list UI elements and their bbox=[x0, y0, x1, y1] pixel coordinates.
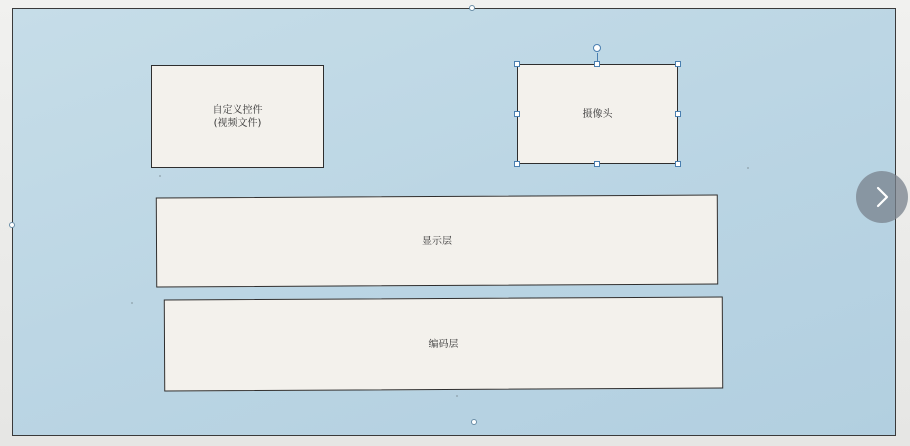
resize-handle-sw[interactable] bbox=[514, 161, 520, 167]
canvas-handle-top[interactable] bbox=[469, 5, 475, 11]
canvas-handle-left[interactable] bbox=[9, 222, 15, 228]
resize-handle-ne[interactable] bbox=[675, 61, 681, 67]
chevron-right-icon bbox=[872, 185, 892, 209]
encoding-layer-box[interactable] bbox=[164, 297, 723, 392]
camera-box[interactable] bbox=[517, 64, 678, 164]
custom-control-label bbox=[213, 104, 263, 130]
slide-canvas[interactable] bbox=[12, 8, 896, 436]
speck bbox=[456, 395, 458, 397]
speck bbox=[131, 302, 133, 304]
speck bbox=[747, 167, 749, 169]
speck bbox=[159, 175, 161, 177]
display-layer-box[interactable] bbox=[156, 195, 718, 288]
resize-handle-n[interactable] bbox=[594, 61, 600, 67]
resize-handle-e[interactable] bbox=[675, 111, 681, 117]
next-slide-button[interactable] bbox=[856, 171, 908, 223]
resize-handle-se[interactable] bbox=[675, 161, 681, 167]
canvas-handle-bottom[interactable] bbox=[471, 419, 477, 425]
custom-control-box[interactable] bbox=[151, 65, 324, 168]
display-layer-label: 显示层 bbox=[421, 235, 453, 247]
camera-label: 摄像头 bbox=[582, 108, 613, 120]
custom-control-label-line-1: 自定义控件 bbox=[212, 104, 263, 116]
resize-handle-s[interactable] bbox=[594, 161, 600, 167]
custom-control-label-line-2: (视频文件) bbox=[213, 117, 262, 129]
encoding-layer-label: 编码层 bbox=[428, 338, 459, 350]
resize-handle-w[interactable] bbox=[514, 111, 520, 117]
resize-handle-nw[interactable] bbox=[514, 61, 520, 67]
rotate-handle[interactable] bbox=[593, 44, 601, 52]
